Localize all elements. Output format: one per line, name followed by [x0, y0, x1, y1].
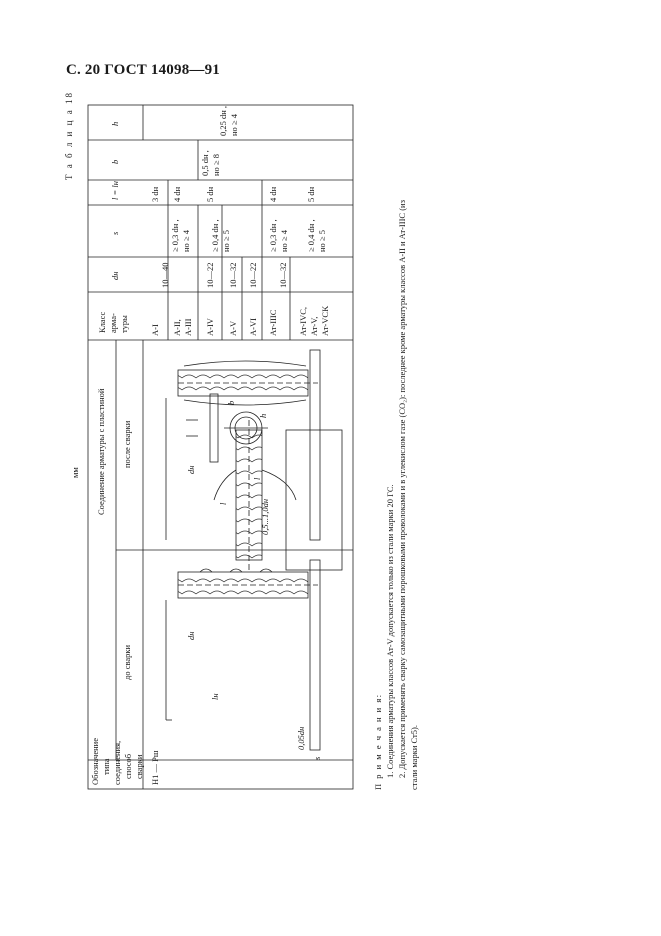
s-2: ≥ 0,4 dн , но ≥ 5	[210, 219, 231, 252]
designation-header: Обозначение типа соединения, способ сварки	[90, 738, 144, 785]
notes: П р и м е ч а н и я: 1. Соединения арматуры классов Ат-V допускается только из стали марки 20 ГС. 2. Допускается применять сварку самозащитными порошковыми проволоками и в углекислом газе (CO₂): последнее кроме арматуры классов А-II и Ат-IIIС (из стали марки Ст5).	[373, 200, 419, 790]
l-4: 4 dн	[268, 186, 278, 202]
b-header: b	[110, 159, 120, 164]
dn-4: 10—22	[248, 262, 258, 288]
l-3: 5 dн	[205, 186, 215, 202]
s-4: ≥ 0,4 dн , но ≥ 5	[306, 219, 327, 252]
b-value: 0,5 dн , но ≥ 8	[200, 150, 221, 176]
draw-b: b	[226, 400, 236, 405]
class-a4: А-IV	[205, 318, 215, 336]
dn-5: 10—32	[278, 262, 288, 288]
draw-h: h	[258, 413, 268, 418]
class-at4c: Ат-IVС, Ат-V, Ат-VCK	[298, 305, 330, 336]
class-a5: А-V	[228, 320, 238, 336]
class-a1: А-I	[150, 324, 160, 336]
class-a2-a3: А-II, А-III	[172, 318, 193, 336]
h-header: h	[110, 121, 120, 126]
l-2: 4 dн	[172, 186, 182, 202]
designation-value: Н1 — Рш	[150, 750, 160, 785]
class-header: Класс арма- туры	[97, 311, 129, 333]
dn-2: 10—22	[205, 262, 215, 288]
page-header: С. 20 ГОСТ 14098—91	[66, 62, 220, 78]
table-label: Т а б л и ц а 18	[64, 91, 74, 180]
s-header: s	[110, 231, 120, 235]
s-3: ≥ 0,3 dн , но ≥ 4	[268, 219, 289, 252]
draw-gap-before: 0,05dн	[296, 726, 306, 750]
h-value: 0,25 dн , но ≥ 4	[218, 105, 239, 136]
draw-gap-after: 0,5...1,0dн	[260, 498, 270, 535]
dn-header: dн	[110, 271, 120, 280]
draw-dn-after: dн	[186, 465, 196, 474]
s-1: ≥ 0,3 dн , но ≥ 4	[170, 219, 191, 252]
draw-l-after-2: l	[252, 477, 262, 480]
units-label: мм	[70, 467, 80, 478]
class-at3c: Ат-IIIС	[268, 309, 278, 336]
joint-group-header: Соединение арматуры с пластиной	[96, 388, 106, 515]
draw-ln: lн	[210, 693, 220, 700]
dn-1: 10—40	[160, 262, 170, 288]
draw-l-after: l	[218, 502, 228, 505]
before-welding-header: до сварки	[122, 644, 132, 680]
l-header: l = lн	[110, 181, 120, 200]
draw-dn-before: dн	[186, 631, 196, 640]
dn-3: 10—32	[228, 262, 238, 288]
after-welding-header: после сварки	[122, 420, 132, 468]
class-a6: А-VI	[248, 318, 258, 336]
l-5: 5 dн	[306, 186, 316, 202]
draw-s: s	[312, 756, 322, 760]
l-1: 3 dн	[150, 186, 160, 202]
